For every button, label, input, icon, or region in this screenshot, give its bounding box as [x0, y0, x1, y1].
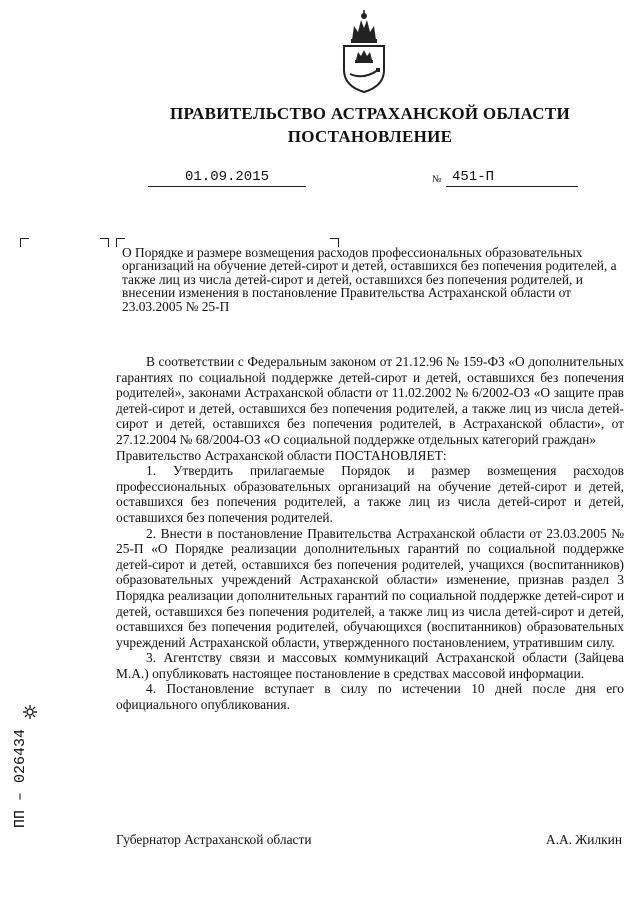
document-type: ПОСТАНОВЛЕНИЕ: [287, 127, 453, 146]
clause-4: 4. Постановление вступает в силу по истечении 10 дней после дня его официального опубликования.: [116, 681, 624, 713]
preamble-paragraph: В соответствии с Федеральным законом от 21.12.96 № 159-ФЗ «О дополнительных гарантиях по социальной поддержке детей-сирот и детей, оставшихся без попечения родителей», законами Астраханской области от 11.02.2002 № 6/2002-ОЗ «О защите прав детей-сирот и детей, оставшихся без попечения родителей, а также лиц из числа детей-сирот и детей, оставшихся без попечения родителей, в Астраханской области», от 27.12.2004 № 68/2004-ОЗ «О социальной поддержке отдельных категорий граждан»: [116, 354, 624, 447]
clause-1: 1. Утвердить прилагаемые Порядок и размер возмещения расходов профессиональных образовательных организаций на обучение детей-сирот и детей, оставшихся без попечения родителей, а также лиц из числа детей-сирот и детей, оставшихся без попечения родителей.: [116, 463, 624, 525]
number-label: №: [432, 174, 442, 185]
document-subject: О Порядке и размере возмещения расходов профессиональных образовательных организаций на обучение детей-сирот и детей, оставшихся без попечения родителей, а также лиц из числа детей-сирот и детей, оставшихся без попечения родителей, и внесении изменения в постановление Правительства Астраханской области от 23.03.2005 № 25-П: [122, 245, 617, 314]
serial-number: ПП – 026434: [12, 728, 29, 828]
government-name: ПРАВИТЕЛЬСТВО АСТРАХАНСКОЙ ОБЛАСТИ: [170, 104, 570, 123]
document-number: 451-П: [446, 169, 578, 187]
resolution-paragraph: Правительство Астраханской области ПОСТАНОВЛЯЕТ:: [116, 447, 447, 463]
signatory-title: Губернатор Астраханской области: [116, 832, 312, 847]
ornament-icon: [22, 704, 38, 720]
document-body: [116, 354, 624, 713]
corner-mark: [100, 238, 109, 247]
clause-2: 2. Внести в постановление Правительства Астраханской области от 23.03.2005 № 25-П «О Порядке реализации дополнительных гарантий по социальной поддержке детей-сирот и детей, оставшихся без попечения родителей, учащихся (воспитанников) образовательных учреждений Астраханской области» изменение, признав раздел 3 Порядка реализации дополнительных гарантий по социальной поддержке детей-сирот и детей, оставшихся без попечения родителей, а также лиц из числа детей-сирот и детей, оставшихся без попечения родителей, обучающихся (воспитанников) образовательных учреждений Астраханской области, утвержденного постановлением, утратившим силу.: [116, 525, 624, 650]
signature-block: [116, 832, 622, 848]
clause-3: 3. Агентству связи и массовых коммуникаций Астраханской области (Зайцева М.А.) опубликовать настоящее постановление в средствах массовой информации.: [116, 650, 624, 681]
coat-of-arms-icon: [336, 8, 392, 94]
document-date: 01.09.2015: [148, 169, 306, 187]
corner-mark: [20, 238, 29, 247]
signatory-name: А.А. Жилкин: [545, 832, 622, 847]
